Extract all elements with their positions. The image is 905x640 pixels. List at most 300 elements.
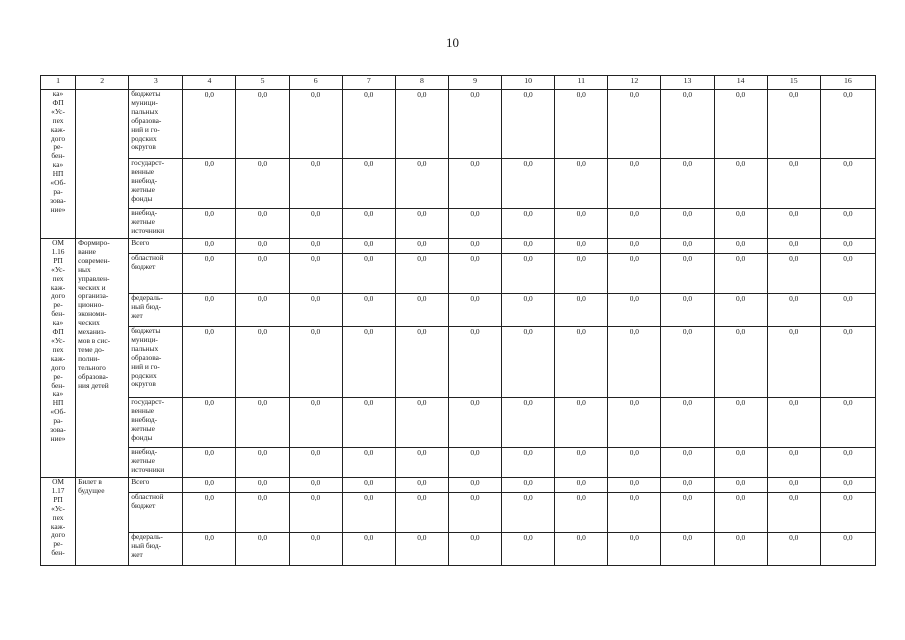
value-text: 0,0 [257,239,268,248]
value-text: 0,0 [364,493,374,502]
value-cell [555,90,608,159]
value-text: 0,0 [417,398,427,407]
value-cell [555,533,608,566]
value-text: 0,0 [682,533,693,542]
value-text: 0,0 [736,90,746,99]
value-text: 0,0 [576,90,586,99]
value-text: 0,0 [682,254,693,263]
measure-code-cell: ОМ 1.17 РП «Ус- пех каж- дого ре- бен- [41,478,76,566]
value-cell [661,254,714,294]
value-cell [820,239,875,254]
value-cell [661,493,714,533]
value-cell [236,239,289,254]
value-cell [395,493,448,533]
value-cell [714,533,767,566]
value-cell [820,254,875,294]
value-text: 0,0 [789,327,799,336]
value-text: 0,0 [311,478,321,487]
value-cell [502,493,555,533]
value-text: 0,0 [257,478,268,487]
value-cell [820,159,875,209]
value-cell [502,448,555,478]
value-text: 0,0 [364,448,374,457]
value-cell [714,478,767,493]
table-row [41,294,876,327]
value-cell [661,209,714,239]
value-cell [183,209,236,239]
table-row [41,239,876,254]
value-cell [767,448,820,478]
value-cell [555,493,608,533]
value-cell [289,90,342,159]
value-cell [448,533,501,566]
value-cell [661,448,714,478]
page-number: 10 [446,35,459,50]
header-cell: 1 [41,76,76,90]
value-cell [183,398,236,448]
value-cell [608,533,661,566]
value-text: 0,0 [470,209,480,218]
value-text: 0,0 [470,294,480,303]
value-cell [395,533,448,566]
value-text: 0,0 [682,239,693,248]
value-text: 0,0 [789,159,799,168]
value-text: 0,0 [843,294,853,303]
value-cell [714,294,767,327]
value-cell [714,398,767,448]
value-text: 0,0 [843,448,853,457]
value-cell [289,209,342,239]
value-text: 0,0 [311,254,321,263]
value-text: 0,0 [629,398,640,407]
value-cell [661,398,714,448]
value-text: 0,0 [204,254,215,263]
value-cell [820,209,875,239]
value-text: 0,0 [470,493,480,502]
value-text: 0,0 [311,493,321,502]
value-cell [448,209,501,239]
value-cell [608,159,661,209]
value-text: 0,0 [204,448,215,457]
value-cell [714,209,767,239]
value-text: 0,0 [311,159,321,168]
funding-source-cell: бюджеты муници- пальных образова- ний и го- родских округов [129,90,183,159]
value-text: 0,0 [417,209,427,218]
table-row [41,478,876,493]
value-text: 0,0 [843,478,853,487]
value-text: 0,0 [470,533,480,542]
value-text: 0,0 [843,209,853,218]
value-text: 0,0 [736,533,746,542]
funding-source-cell: государст- венные внебюд- жетные фонды [129,159,183,209]
value-text: 0,0 [682,398,693,407]
value-text: 0,0 [470,478,480,487]
value-text: 0,0 [629,90,640,99]
value-text: 0,0 [736,493,746,502]
value-cell [289,478,342,493]
value-text: 0,0 [576,209,586,218]
value-text: 0,0 [629,327,640,336]
value-cell [767,327,820,398]
header-cell: 16 [820,76,875,90]
value-text: 0,0 [843,159,853,168]
value-text: 0,0 [257,448,268,457]
value-text: 0,0 [843,327,853,336]
value-text: 0,0 [523,493,533,502]
value-cell [767,294,820,327]
value-text: 0,0 [789,239,799,248]
value-text: 0,0 [257,327,268,336]
value-cell [342,533,395,566]
value-cell [608,327,661,398]
value-text: 0,0 [257,294,268,303]
value-cell [236,254,289,294]
value-cell [342,209,395,239]
value-cell [502,239,555,254]
value-text: 0,0 [417,159,427,168]
header-cell: 4 [183,76,236,90]
table-row [41,493,876,533]
value-text: 0,0 [576,478,586,487]
value-cell [608,448,661,478]
value-cell [236,493,289,533]
value-cell [820,327,875,398]
value-cell [289,239,342,254]
value-text: 0,0 [629,209,640,218]
value-cell [448,478,501,493]
funding-source-cell: Всего [129,239,183,254]
value-text: 0,0 [736,209,746,218]
value-text: 0,0 [682,159,693,168]
value-text: 0,0 [682,478,693,487]
value-cell [448,90,501,159]
value-cell [555,254,608,294]
header-cell: 2 [76,76,129,90]
value-cell [767,254,820,294]
measure-code-cell: ОМ 1.16 РП «Ус- пех каж- дого ре- бен- ка» ФП «Ус- пех каж- дого ре- бен- ка» НП «Об- ра- зова- ние» [41,239,76,478]
value-text: 0,0 [417,327,427,336]
value-text: 0,0 [789,254,799,263]
value-cell [767,239,820,254]
value-text: 0,0 [364,327,374,336]
value-cell [289,294,342,327]
value-text: 0,0 [364,478,374,487]
value-text: 0,0 [311,448,321,457]
value-cell [555,294,608,327]
value-cell [767,493,820,533]
value-cell [395,159,448,209]
value-text: 0,0 [417,294,427,303]
value-text: 0,0 [629,294,640,303]
value-text: 0,0 [576,294,586,303]
value-cell [608,493,661,533]
value-cell [236,398,289,448]
value-cell [342,294,395,327]
value-text: 0,0 [364,533,374,542]
value-cell [395,478,448,493]
measure-name-cell [76,90,129,239]
value-cell [767,159,820,209]
value-cell [236,478,289,493]
table-row [41,448,876,478]
value-cell [448,159,501,209]
value-cell [289,159,342,209]
value-text: 0,0 [843,239,853,248]
value-text: 0,0 [364,239,374,248]
value-cell [502,159,555,209]
header-cell: 14 [714,76,767,90]
funding-source-cell: внебюд- жетные источники [129,209,183,239]
value-cell [661,327,714,398]
value-cell [608,90,661,159]
value-cell [183,239,236,254]
funding-source-cell: федераль- ный бюд- жет [129,294,183,327]
value-text: 0,0 [417,90,427,99]
value-text: 0,0 [576,493,586,502]
measure-name-cell: Билет в будущее [76,478,129,566]
value-cell [502,533,555,566]
value-text: 0,0 [417,254,427,263]
value-cell [820,448,875,478]
value-text: 0,0 [204,209,215,218]
value-cell [289,533,342,566]
value-cell [289,448,342,478]
value-text: 0,0 [523,90,533,99]
value-cell [714,159,767,209]
value-text: 0,0 [204,478,215,487]
value-text: 0,0 [576,398,586,407]
value-text: 0,0 [682,327,693,336]
value-text: 0,0 [311,294,321,303]
value-text: 0,0 [736,294,746,303]
header-cell: 13 [661,76,714,90]
table-row [41,254,876,294]
value-cell [608,478,661,493]
value-cell [395,239,448,254]
value-text: 0,0 [843,533,853,542]
value-text: 0,0 [682,209,693,218]
budget-table [40,75,876,566]
value-text: 0,0 [204,493,215,502]
value-cell [395,90,448,159]
value-cell [608,294,661,327]
value-cell [767,478,820,493]
value-text: 0,0 [736,478,746,487]
table-row [41,159,876,209]
value-text: 0,0 [736,327,746,336]
value-text: 0,0 [470,398,480,407]
value-text: 0,0 [470,159,480,168]
value-cell [448,254,501,294]
value-text: 0,0 [629,239,640,248]
value-text: 0,0 [789,90,799,99]
value-text: 0,0 [257,254,268,263]
value-cell [183,159,236,209]
value-cell [395,294,448,327]
value-text: 0,0 [470,448,480,457]
value-text: 0,0 [843,493,853,502]
value-cell [714,493,767,533]
funding-source-cell: внебюд- жетные источники [129,448,183,478]
value-cell [448,327,501,398]
value-text: 0,0 [417,533,427,542]
value-cell [342,478,395,493]
value-cell [608,209,661,239]
header-cell: 11 [555,76,608,90]
value-text: 0,0 [576,327,586,336]
value-text: 0,0 [523,478,533,487]
value-text: 0,0 [364,398,374,407]
table-row [41,209,876,239]
value-text: 0,0 [311,533,321,542]
value-cell [714,327,767,398]
value-cell [661,294,714,327]
header-cell: 15 [767,76,820,90]
value-text: 0,0 [736,159,746,168]
value-cell [183,493,236,533]
value-text: 0,0 [417,478,427,487]
table-row [41,533,876,566]
value-text: 0,0 [364,209,374,218]
value-cell [502,90,555,159]
value-cell [820,533,875,566]
value-cell [236,90,289,159]
value-cell [661,90,714,159]
value-text: 0,0 [364,159,374,168]
value-text: 0,0 [843,254,853,263]
value-text: 0,0 [311,209,321,218]
value-text: 0,0 [257,533,268,542]
value-text: 0,0 [523,294,533,303]
value-cell [555,239,608,254]
value-cell [183,327,236,398]
value-cell [342,327,395,398]
funding-source-cell: федераль- ный бюд- жет [129,533,183,566]
value-text: 0,0 [682,493,693,502]
header-row [41,76,876,90]
value-text: 0,0 [204,533,215,542]
value-text: 0,0 [789,448,799,457]
value-text: 0,0 [311,239,321,248]
value-text: 0,0 [364,254,374,263]
value-cell [555,327,608,398]
value-cell [714,254,767,294]
value-cell [502,254,555,294]
value-text: 0,0 [523,398,533,407]
value-text: 0,0 [576,533,586,542]
funding-source-cell: областной бюджет [129,254,183,294]
value-cell [502,478,555,493]
value-text: 0,0 [736,254,746,263]
value-cell [236,533,289,566]
value-cell [714,448,767,478]
value-cell [820,294,875,327]
table-row [41,90,876,159]
value-text: 0,0 [470,239,480,248]
value-cell [236,294,289,327]
value-cell [448,493,501,533]
value-text: 0,0 [629,493,640,502]
header-cell: 3 [129,76,183,90]
value-text: 0,0 [789,533,799,542]
measure-name-cell: Формиро- вание современ- ных управлен- ческих и организа- ционно- экономи- ческих механиз- мов в сис- теме до- полни- тельного образова- ния детей [76,239,129,478]
value-cell [502,294,555,327]
value-text: 0,0 [682,448,693,457]
value-cell [183,448,236,478]
value-cell [820,90,875,159]
value-cell [714,239,767,254]
value-text: 0,0 [364,90,374,99]
value-cell [183,533,236,566]
value-text: 0,0 [257,398,268,407]
value-cell [342,90,395,159]
header-cell: 6 [289,76,342,90]
value-text: 0,0 [417,239,427,248]
value-text: 0,0 [629,159,640,168]
value-text: 0,0 [789,294,799,303]
value-text: 0,0 [523,254,533,263]
value-text: 0,0 [523,533,533,542]
value-cell [342,159,395,209]
value-text: 0,0 [470,90,480,99]
value-cell [555,209,608,239]
value-cell [183,478,236,493]
value-cell [236,159,289,209]
funding-source-cell: областной бюджет [129,493,183,533]
header-cell: 8 [395,76,448,90]
value-cell [395,448,448,478]
value-text: 0,0 [204,90,215,99]
value-text: 0,0 [523,159,533,168]
value-text: 0,0 [843,90,853,99]
value-cell [289,398,342,448]
value-text: 0,0 [523,209,533,218]
measure-code-cell: ка» ФП «Ус- пех каж- дого ре- бен- ка» НП «Об- ра- зова- ние» [41,90,76,239]
value-cell [448,294,501,327]
value-text: 0,0 [789,493,799,502]
value-cell [236,327,289,398]
value-text: 0,0 [311,398,321,407]
value-text: 0,0 [204,327,215,336]
value-cell [820,398,875,448]
value-cell [555,398,608,448]
header-cell: 9 [448,76,501,90]
table-row [41,327,876,398]
value-cell [767,209,820,239]
value-text: 0,0 [736,398,746,407]
header-cell: 7 [342,76,395,90]
value-text: 0,0 [576,254,586,263]
value-cell [502,209,555,239]
value-cell [395,398,448,448]
value-cell [767,398,820,448]
header-cell: 10 [502,76,555,90]
value-cell [448,448,501,478]
value-cell [236,448,289,478]
value-text: 0,0 [470,327,480,336]
value-text: 0,0 [204,398,215,407]
value-text: 0,0 [629,254,640,263]
value-text: 0,0 [470,254,480,263]
value-text: 0,0 [204,294,215,303]
value-text: 0,0 [417,493,427,502]
value-text: 0,0 [257,90,268,99]
value-cell [395,254,448,294]
value-text: 0,0 [789,478,799,487]
value-cell [820,493,875,533]
value-text: 0,0 [576,159,586,168]
table-row [41,398,876,448]
